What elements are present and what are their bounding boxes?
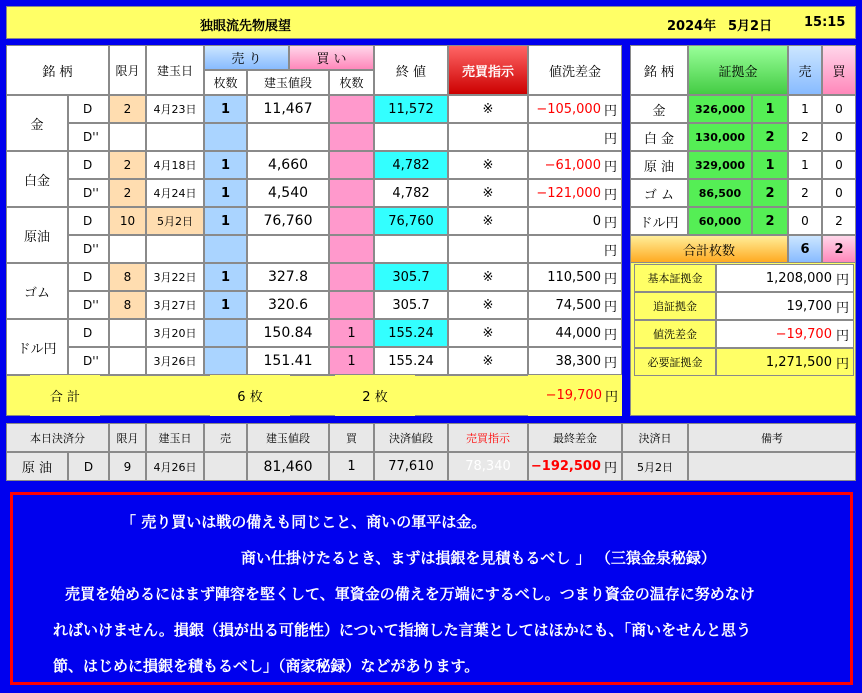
margin-sell: 1 bbox=[788, 95, 822, 123]
margin-lot: 2 bbox=[752, 123, 788, 151]
row-month bbox=[109, 319, 146, 347]
summary-value-unit: 円 bbox=[835, 356, 849, 372]
total-label: 合 計 bbox=[30, 375, 100, 416]
row-type: D'' bbox=[68, 291, 109, 319]
row-mark: ※ bbox=[448, 263, 528, 291]
row-buy-qty: 1 bbox=[329, 319, 374, 347]
row-diff-value: 74,500 bbox=[555, 297, 601, 313]
row-mark: ※ bbox=[448, 319, 528, 347]
summary-value bbox=[716, 320, 854, 348]
col-header-buy: 買 い bbox=[289, 45, 374, 70]
col-header-month: 限月 bbox=[109, 45, 146, 95]
row-buy-qty bbox=[329, 179, 374, 207]
row-month: 10 bbox=[109, 207, 146, 235]
row-close: 305.7 bbox=[374, 263, 448, 291]
row-diff-unit: 円 bbox=[603, 271, 617, 287]
row-sell-qty bbox=[204, 123, 247, 151]
row-sell-qty: 1 bbox=[204, 95, 247, 123]
margin-buy: 0 bbox=[822, 151, 856, 179]
row-month bbox=[109, 347, 146, 375]
settle-header-sell: 売 bbox=[204, 423, 247, 452]
row-buy-qty bbox=[329, 123, 374, 151]
row-diff-unit: 円 bbox=[603, 355, 617, 371]
settle-header-note: 備考 bbox=[688, 423, 856, 452]
row-date: 3月27日 bbox=[146, 291, 204, 319]
margin-header-sell: 売 bbox=[788, 45, 822, 95]
row-close: 4,782 bbox=[374, 151, 448, 179]
group-name: 金 bbox=[6, 95, 68, 151]
row-diff bbox=[528, 151, 622, 179]
count-total-buy: 2 bbox=[822, 235, 856, 263]
count-total-sell: 6 bbox=[788, 235, 822, 263]
row-date: 4月18日 bbox=[146, 151, 204, 179]
row-price bbox=[247, 123, 329, 151]
group-name: 原油 bbox=[6, 207, 68, 263]
settle-header-settle-date: 決済日 bbox=[622, 423, 688, 452]
margin-sell: 0 bbox=[788, 207, 822, 235]
row-price: 4,540 bbox=[247, 179, 329, 207]
row-diff-unit: 円 bbox=[603, 187, 617, 203]
settle-header-date: 建玉日 bbox=[146, 423, 204, 452]
margin-header-name: 銘 柄 bbox=[630, 45, 688, 95]
row-month: 8 bbox=[109, 263, 146, 291]
margin-amount: 130,000 bbox=[688, 123, 752, 151]
row-mark: ※ bbox=[448, 291, 528, 319]
total-diff bbox=[528, 375, 622, 416]
row-mark: ※ bbox=[448, 151, 528, 179]
quote-line-3: 売買を始めるにはまず陣容を堅くして、軍資金の備えを万端にするべし。つまり資金の温存に努めなけ bbox=[65, 585, 755, 603]
group-name: ゴム bbox=[6, 263, 68, 319]
col-header-date: 建玉日 bbox=[146, 45, 204, 95]
row-sell-qty: 1 bbox=[204, 207, 247, 235]
row-price bbox=[247, 235, 329, 263]
row-buy-qty bbox=[329, 263, 374, 291]
row-price: 76,760 bbox=[247, 207, 329, 235]
settle-name: 原 油 bbox=[6, 452, 68, 481]
row-mark: ※ bbox=[448, 347, 528, 375]
row-diff-unit: 円 bbox=[603, 103, 617, 119]
margin-buy: 2 bbox=[822, 207, 856, 235]
row-sell-qty: 1 bbox=[204, 179, 247, 207]
margin-lot: 2 bbox=[752, 179, 788, 207]
margin-name: 白 金 bbox=[630, 123, 688, 151]
settle-settle-price: 77,610 bbox=[374, 452, 448, 481]
settle-type: D bbox=[68, 452, 109, 481]
row-diff-value: 0 bbox=[592, 213, 601, 229]
row-close: 155.24 bbox=[374, 347, 448, 375]
summary-value-number: 1,271,500 bbox=[765, 354, 832, 370]
row-diff bbox=[528, 179, 622, 207]
summary-value-unit: 円 bbox=[835, 300, 849, 316]
row-close bbox=[374, 123, 448, 151]
row-date: 5月2日 bbox=[146, 207, 204, 235]
margin-buy: 0 bbox=[822, 95, 856, 123]
summary-value bbox=[716, 292, 854, 320]
settle-settle-date: 5月2日 bbox=[622, 452, 688, 481]
margin-name: 原 油 bbox=[630, 151, 688, 179]
col-header-price: 建玉値段 bbox=[247, 70, 329, 95]
row-price: 327.8 bbox=[247, 263, 329, 291]
row-month bbox=[109, 235, 146, 263]
col-header-diff: 値洗差金 bbox=[528, 45, 622, 95]
page-title: 独眼流先物展望 bbox=[200, 19, 292, 34]
margin-name: 金 bbox=[630, 95, 688, 123]
col-header-buy-count: 枚数 bbox=[329, 70, 374, 95]
row-type: D bbox=[68, 207, 109, 235]
settle-final-value: −192,500 bbox=[530, 459, 601, 474]
settle-price: 81,460 bbox=[247, 452, 329, 481]
row-type: D'' bbox=[68, 347, 109, 375]
header-date: 5月2日 bbox=[728, 19, 773, 34]
settle-header-month: 限月 bbox=[109, 423, 146, 452]
margin-amount: 326,000 bbox=[688, 95, 752, 123]
row-date: 3月22日 bbox=[146, 263, 204, 291]
col-header-sell: 売 り bbox=[204, 45, 289, 70]
row-diff bbox=[528, 291, 622, 319]
summary-label: 基本証拠金 bbox=[634, 264, 716, 292]
row-diff-value: −61,000 bbox=[544, 157, 601, 173]
settle-date: 4月26日 bbox=[146, 452, 204, 481]
margin-amount: 86,500 bbox=[688, 179, 752, 207]
margin-buy: 0 bbox=[822, 179, 856, 207]
summary-label: 必要証拠金 bbox=[634, 348, 716, 376]
row-mark: ※ bbox=[448, 95, 528, 123]
row-sell-qty bbox=[204, 235, 247, 263]
settle-header-buy: 買 bbox=[329, 423, 374, 452]
total-diff-value: −19,700 bbox=[545, 388, 602, 403]
row-price: 151.41 bbox=[247, 347, 329, 375]
header-time: 15:15 bbox=[804, 15, 846, 30]
margin-buy: 0 bbox=[822, 123, 856, 151]
col-header-instruction: 売買指示 bbox=[448, 45, 528, 95]
row-type: D bbox=[68, 95, 109, 123]
settle-buy: 1 bbox=[329, 452, 374, 481]
col-header-sell-count: 枚数 bbox=[204, 70, 247, 95]
row-price: 11,467 bbox=[247, 95, 329, 123]
row-mark: ※ bbox=[448, 179, 528, 207]
row-close bbox=[374, 235, 448, 263]
row-type: D bbox=[68, 263, 109, 291]
margin-lot: 2 bbox=[752, 207, 788, 235]
row-diff-value: −121,000 bbox=[536, 185, 601, 201]
summary-value-unit: 円 bbox=[835, 272, 849, 288]
group-name: 白金 bbox=[6, 151, 68, 207]
row-sell-qty bbox=[204, 319, 247, 347]
row-diff-unit: 円 bbox=[603, 131, 617, 147]
row-buy-qty bbox=[329, 207, 374, 235]
row-diff-value: 38,300 bbox=[555, 353, 601, 369]
row-close: 4,782 bbox=[374, 179, 448, 207]
row-diff-unit: 円 bbox=[603, 243, 617, 259]
count-total-label: 合計枚数 bbox=[630, 235, 788, 263]
margin-header-buy: 買 bbox=[822, 45, 856, 95]
row-diff-value: −105,000 bbox=[536, 101, 601, 117]
row-price: 150.84 bbox=[247, 319, 329, 347]
row-date: 3月20日 bbox=[146, 319, 204, 347]
row-date: 4月24日 bbox=[146, 179, 204, 207]
margin-sell: 2 bbox=[788, 179, 822, 207]
quote-line-4: ればいけません。損銀（損が出る可能性）について指摘した言葉としてはほかにも、「商いをせんと思う bbox=[53, 621, 752, 639]
row-diff-unit: 円 bbox=[603, 215, 617, 231]
total-sell: 6 枚 bbox=[210, 375, 290, 416]
summary-value-number: −19,700 bbox=[775, 326, 832, 342]
settle-header-price: 建玉値段 bbox=[247, 423, 329, 452]
summary-label: 追証拠金 bbox=[634, 292, 716, 320]
row-sell-qty bbox=[204, 347, 247, 375]
row-buy-qty bbox=[329, 291, 374, 319]
total-buy: 2 枚 bbox=[335, 375, 415, 416]
row-month: 8 bbox=[109, 291, 146, 319]
row-date: 4月23日 bbox=[146, 95, 204, 123]
row-price: 320.6 bbox=[247, 291, 329, 319]
margin-name: ゴ ム bbox=[630, 179, 688, 207]
row-buy-qty: 1 bbox=[329, 347, 374, 375]
row-type: D bbox=[68, 319, 109, 347]
settle-note bbox=[688, 452, 856, 481]
row-date: 3月26日 bbox=[146, 347, 204, 375]
row-buy-qty bbox=[329, 95, 374, 123]
col-header-name: 銘 柄 bbox=[6, 45, 109, 95]
row-buy-qty bbox=[329, 151, 374, 179]
summary-label: 値洗差金 bbox=[634, 320, 716, 348]
settle-instruction: 78,340 bbox=[448, 452, 528, 481]
row-diff bbox=[528, 207, 622, 235]
row-diff bbox=[528, 123, 622, 151]
settle-header-settle-price: 決済値段 bbox=[374, 423, 448, 452]
row-month bbox=[109, 123, 146, 151]
row-mark bbox=[448, 123, 528, 151]
settle-month: 9 bbox=[109, 452, 146, 481]
row-type: D'' bbox=[68, 123, 109, 151]
row-type: D'' bbox=[68, 235, 109, 263]
row-diff bbox=[528, 347, 622, 375]
group-name: ドル円 bbox=[6, 319, 68, 375]
total-diff-unit: 円 bbox=[604, 390, 618, 405]
margin-sell: 2 bbox=[788, 123, 822, 151]
summary-value bbox=[716, 348, 854, 376]
margin-lot: 1 bbox=[752, 95, 788, 123]
row-mark: ※ bbox=[448, 207, 528, 235]
row-sell-qty: 1 bbox=[204, 263, 247, 291]
row-close: 305.7 bbox=[374, 291, 448, 319]
summary-value-number: 1,208,000 bbox=[765, 270, 832, 286]
row-diff-unit: 円 bbox=[603, 159, 617, 175]
margin-amount: 60,000 bbox=[688, 207, 752, 235]
row-diff bbox=[528, 235, 622, 263]
row-close: 11,572 bbox=[374, 95, 448, 123]
quote-line-1: 「 売り買いは戦の備えも同じこと、商いの軍平は金。 bbox=[121, 513, 487, 531]
row-price: 4,660 bbox=[247, 151, 329, 179]
quote-line-2: 商い仕掛けたるとき、まずは損銀を見積もるべし 」 （三猿金泉秘録） bbox=[241, 549, 716, 567]
margin-amount: 329,000 bbox=[688, 151, 752, 179]
summary-value-unit: 円 bbox=[835, 328, 849, 344]
row-month: 2 bbox=[109, 179, 146, 207]
settle-header-final: 最終差金 bbox=[528, 423, 622, 452]
margin-lot: 1 bbox=[752, 151, 788, 179]
settle-header-name: 本日決済分 bbox=[6, 423, 109, 452]
row-close: 76,760 bbox=[374, 207, 448, 235]
row-mark bbox=[448, 235, 528, 263]
header-year: 2024年 bbox=[667, 19, 717, 34]
row-sell-qty: 1 bbox=[204, 291, 247, 319]
row-type: D'' bbox=[68, 179, 109, 207]
quote-line-5: 節、はじめに損銀を積もるべし」（商家秘録）などがあります。 bbox=[53, 657, 480, 675]
margin-name: ドル円 bbox=[630, 207, 688, 235]
col-header-close: 終 値 bbox=[374, 45, 448, 95]
row-diff-unit: 円 bbox=[603, 327, 617, 343]
settle-final-unit: 円 bbox=[603, 461, 617, 476]
summary-value bbox=[716, 264, 854, 292]
row-diff bbox=[528, 319, 622, 347]
row-type: D bbox=[68, 151, 109, 179]
row-diff-value: 110,500 bbox=[547, 269, 601, 285]
settle-sell bbox=[204, 452, 247, 481]
settle-final bbox=[528, 452, 622, 481]
summary-value-number: 19,700 bbox=[786, 298, 832, 314]
row-diff-value: 44,000 bbox=[555, 325, 601, 341]
margin-header-margin: 証拠金 bbox=[688, 45, 788, 95]
row-sell-qty: 1 bbox=[204, 151, 247, 179]
row-diff bbox=[528, 95, 622, 123]
row-close: 155.24 bbox=[374, 319, 448, 347]
row-diff-unit: 円 bbox=[603, 299, 617, 315]
row-date bbox=[146, 123, 204, 151]
row-diff bbox=[528, 263, 622, 291]
row-month: 2 bbox=[109, 151, 146, 179]
settle-header-instruction: 売買指示 bbox=[448, 423, 528, 452]
row-month: 2 bbox=[109, 95, 146, 123]
margin-sell: 1 bbox=[788, 151, 822, 179]
row-date bbox=[146, 235, 204, 263]
quote-box bbox=[10, 492, 853, 685]
row-buy-qty bbox=[329, 235, 374, 263]
